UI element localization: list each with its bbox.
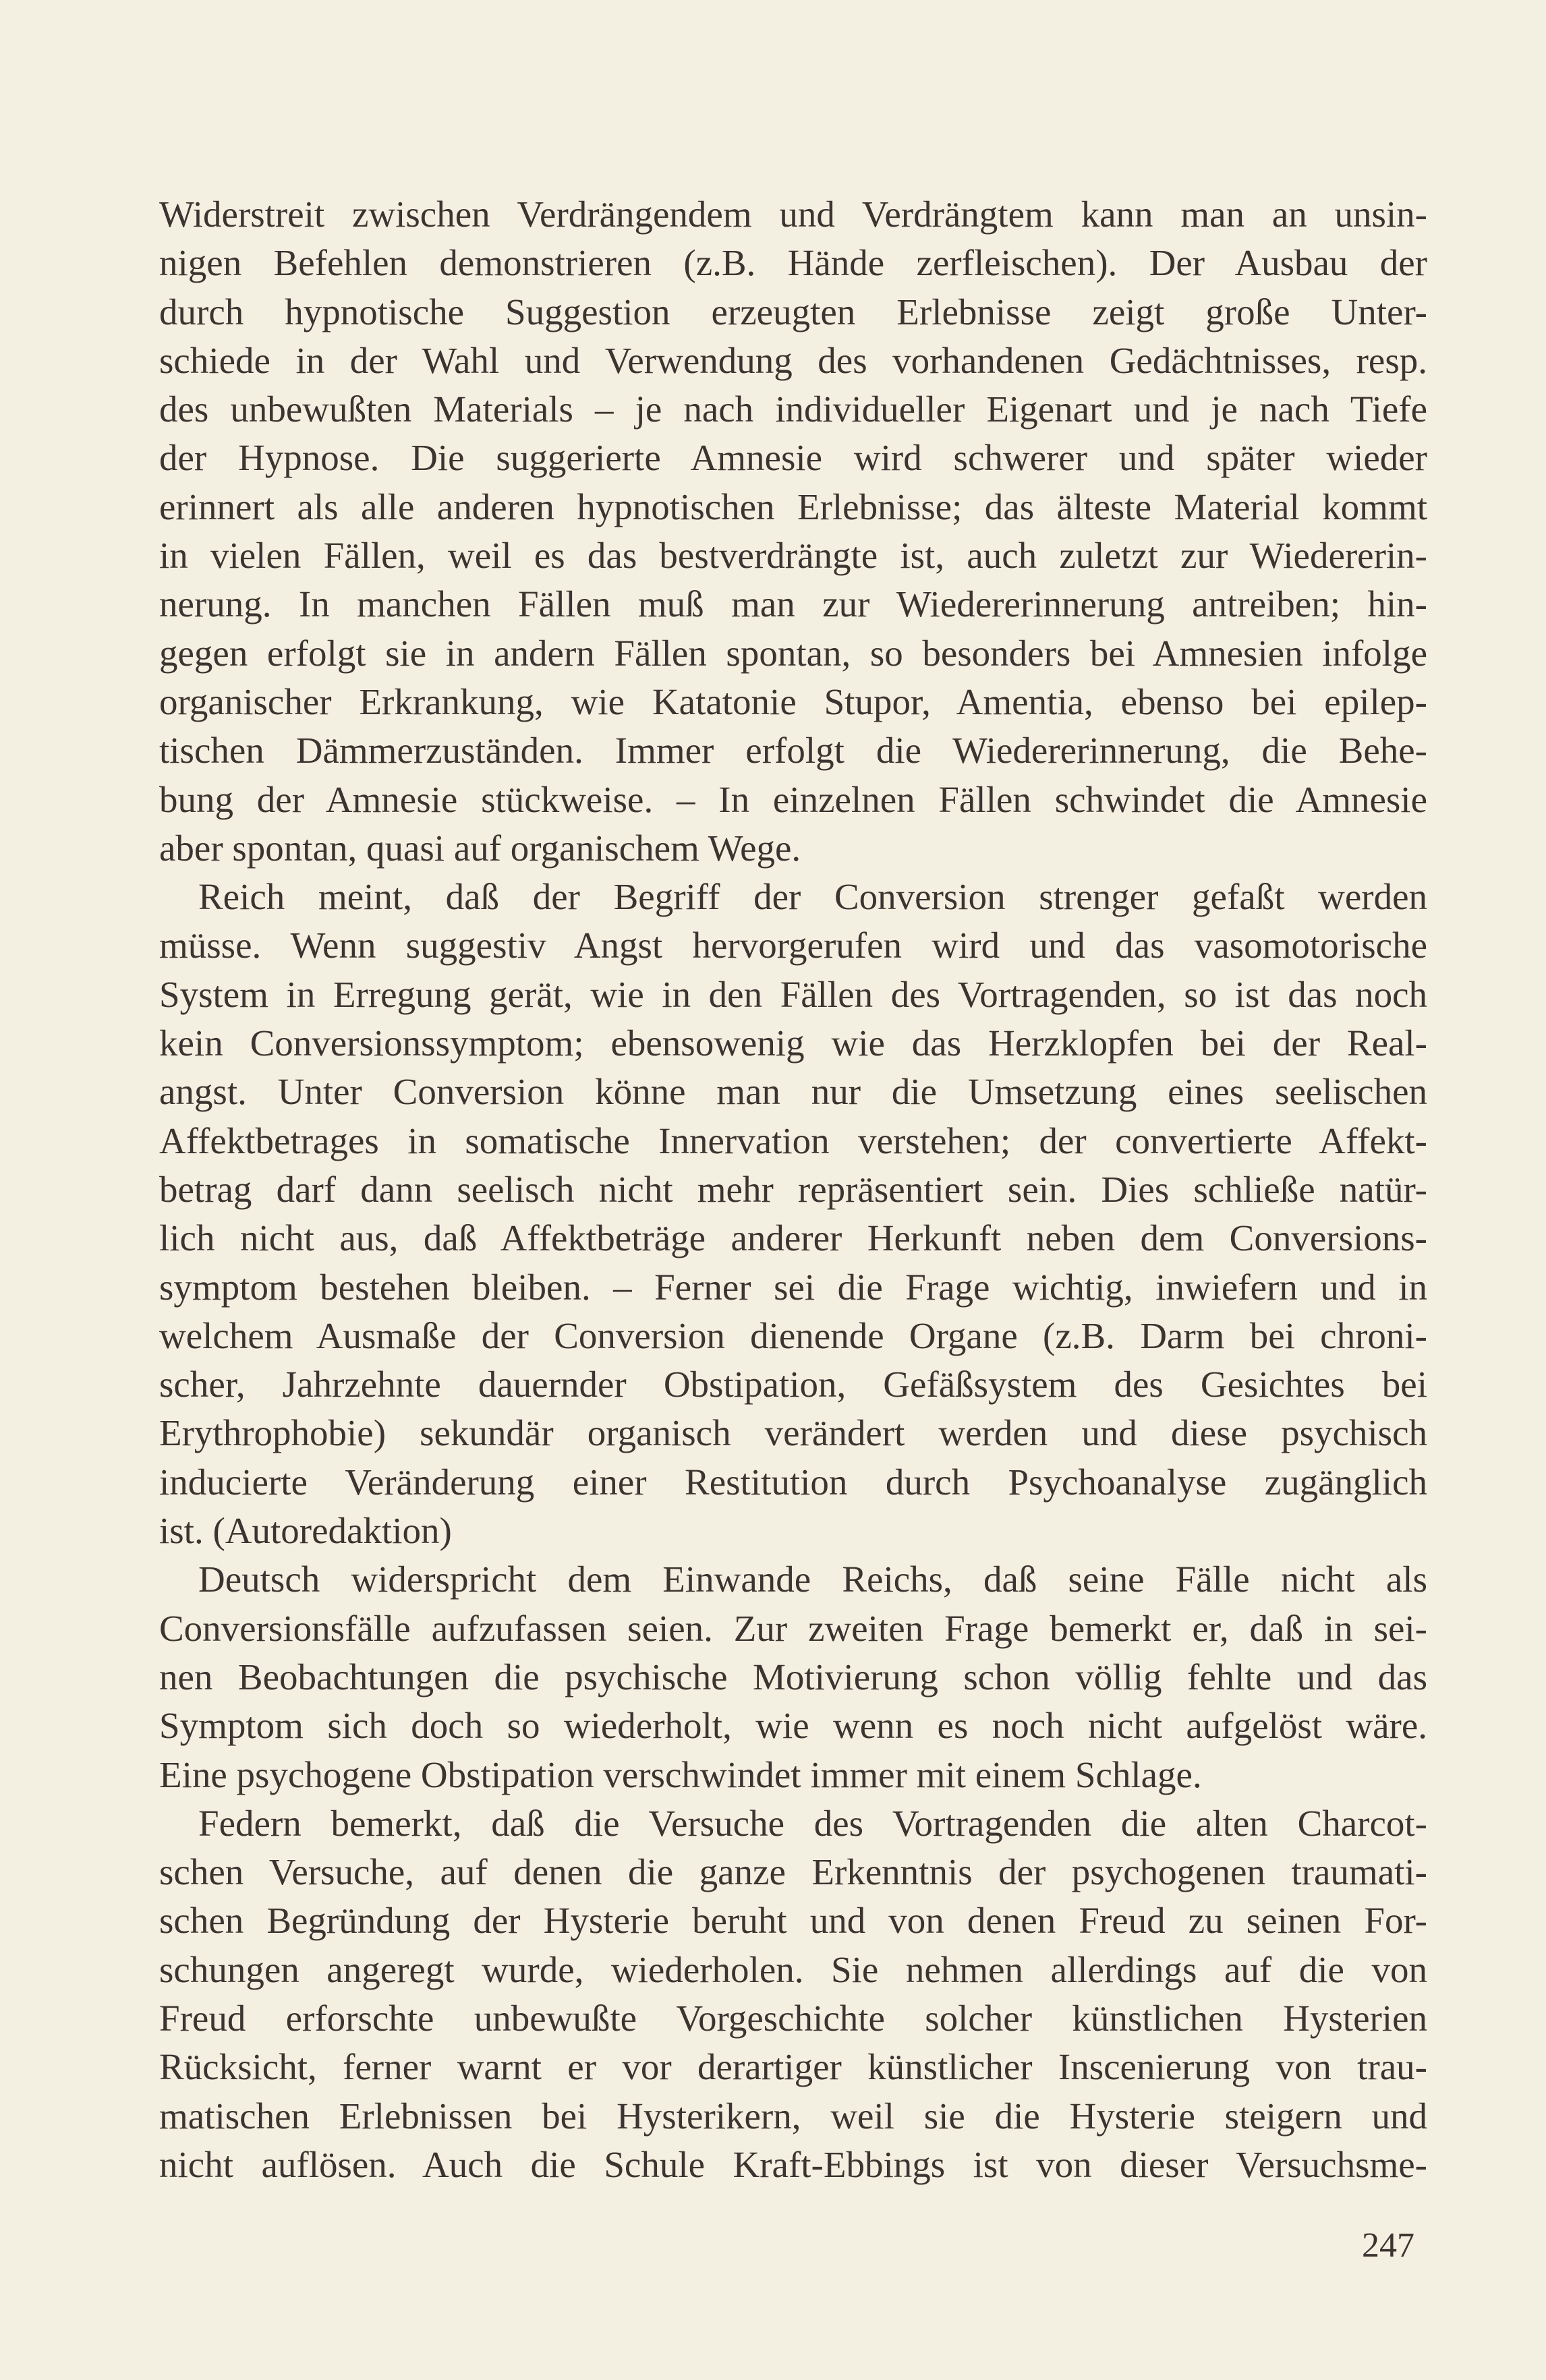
text-line (159, 1946, 1427, 1994)
text-line-content: Freud erforschte unbewußte Vorgeschichte solcher künstlichen Hysterien (159, 1997, 1427, 2039)
text-line (159, 1896, 1427, 1945)
text-line-content: des unbewußten Materials – je nach individueller Eigenart und je nach Tiefe (159, 388, 1427, 430)
text-line (159, 1360, 1427, 1409)
page-number: 247 (1362, 2226, 1414, 2265)
text-line (159, 1555, 1427, 1604)
text-line-content: nerung. In manchen Fällen muß man zur Wiedererinnerung antreiben; hin- (159, 583, 1427, 625)
text-line-content: nigen Befehlen demonstrieren (z.B. Hände zerfleischen). Der Ausbau der (159, 242, 1427, 284)
text-line-content: kein Conversionssymptom; ebensowenig wie das Herzklopfen bei der Real- (159, 1022, 1427, 1064)
text-line (159, 1019, 1427, 1068)
text-line (159, 190, 1427, 239)
text-line-content: Eine psychogene Obstipation verschwindet immer mit einem Schlage. (159, 1753, 1202, 1795)
text-line-content: welchem Ausmaße der Conversion dienende Organe (z.B. Darm bei chroni- (159, 1314, 1427, 1356)
text-line (159, 1165, 1427, 1214)
text-line (159, 1848, 1427, 1896)
text-line-content: Conversionsfälle aufzufassen seien. Zur zweiten Frage bemerkt er, daß in sei- (159, 1607, 1427, 1649)
text-line-content: Erythrophobie) sekundär organisch verändert werden und diese psychisch (159, 1412, 1427, 1454)
text-line-content: System in Erregung gerät, wie in den Fällen des Vortragenden, so ist das noch (159, 973, 1427, 1015)
text-line (159, 1799, 1427, 1848)
text-line (159, 2043, 1427, 2091)
text-line (159, 824, 1427, 873)
text-line (159, 678, 1427, 726)
text-line-content: Symptom sich doch so wiederholt, wie wenn es noch nicht aufgelöst wäre. (159, 1705, 1427, 1747)
text-line-content: aber spontan, quasi auf organischem Wege. (159, 827, 801, 869)
text-line-content: organischer Erkrankung, wie Katatonie Stupor, Amentia, ebenso bei epilep- (159, 680, 1427, 722)
text-line (159, 970, 1427, 1019)
text-line (159, 337, 1427, 385)
text-line (159, 1653, 1427, 1702)
text-line (159, 776, 1427, 824)
text-line-content: matischen Erlebnissen bei Hysterikern, weil sie die Hysterie steigern und (159, 2095, 1427, 2137)
text-line-content: Federn bemerkt, daß die Versuche des Vortragenden die alten Charcot- (198, 1802, 1427, 1844)
text-line-content: scher, Jahrzehnte dauernder Obstipation, Gefäßsystem des Gesichtes bei (159, 1364, 1427, 1405)
text-line-content: nicht auflösen. Auch die Schule Kraft-Ebbings ist von dieser Versuchsme- (159, 2143, 1427, 2185)
text-line (159, 726, 1427, 775)
text-line (159, 1312, 1427, 1360)
text-line-content: schiede in der Wahl und Verwendung des vorhandenen Gedächtnisses, resp. (159, 339, 1427, 381)
text-line (159, 1214, 1427, 1262)
text-line-content: inducierte Veränderung einer Restitution durch Psychoanalyse zugänglich (159, 1461, 1427, 1503)
text-line-content: Affektbetrages in somatische Innervation verstehen; der convertierte Affekt- (159, 1120, 1427, 1161)
text-line-content: lich nicht aus, daß Affektbeträge anderer Herkunft neben dem Conversions- (159, 1217, 1427, 1259)
text-line-content: erinnert als alle anderen hypnotischen Erlebnisse; das älteste Material kommt (159, 486, 1427, 527)
text-line-content: tischen Dämmerzuständen. Immer erfolgt die Wiedererinnerung, die Behe- (159, 730, 1427, 772)
paragraph (159, 873, 1427, 1555)
text-line-content: symptom bestehen bleiben. – Ferner sei die Frage wichtig, inwiefern und in (159, 1266, 1427, 1308)
text-line-content: ist. (Autoredaktion) (159, 1510, 452, 1552)
text-line (159, 2092, 1427, 2141)
text-line (159, 483, 1427, 531)
text-line-content: Widerstreit zwischen Verdrängendem und Verdrängtem kann man an unsin- (159, 194, 1427, 235)
text-line-content: gegen erfolgt sie in andern Fällen spontan, so besonders bei Amnesien infolge (159, 632, 1427, 674)
text-line (159, 921, 1427, 970)
text-line-content: müsse. Wenn suggestiv Angst hervorgerufen wird und das vasomotorische (159, 925, 1427, 966)
text-line (159, 288, 1427, 337)
text-line-content: schen Versuche, auf denen die ganze Erkenntnis der psychogenen traumati- (159, 1851, 1427, 1893)
text-line (159, 1994, 1427, 2043)
text-line (159, 580, 1427, 629)
text-line (159, 1263, 1427, 1312)
text-line-content: schen Begründung der Hysterie beruht und von denen Freud zu seinen For- (159, 1900, 1427, 1942)
paragraph (159, 190, 1427, 873)
text-line (159, 1117, 1427, 1165)
text-line (159, 1068, 1427, 1116)
text-line-content: angst. Unter Conversion könne man nur die Umsetzung eines seelischen (159, 1071, 1427, 1113)
paragraph (159, 1799, 1427, 2189)
text-line (159, 2141, 1427, 2189)
text-line (159, 629, 1427, 678)
text-line (159, 1507, 1427, 1555)
text-line-content: betrag darf dann seelisch nicht mehr repräsentiert sein. Dies schließe natür- (159, 1168, 1427, 1210)
text-line (159, 531, 1427, 580)
text-line-content: schungen angeregt wurde, wiederholen. Sie nehmen allerdings auf die von (159, 1948, 1427, 1990)
text-line (159, 239, 1427, 287)
text-line (159, 434, 1427, 482)
text-line (159, 1702, 1427, 1750)
text-line-content: Rücksicht, ferner warnt er vor derartiger künstlicher Inscenierung von trau- (159, 2046, 1427, 2088)
text-line (159, 1409, 1427, 1457)
text-line-content: Deutsch widerspricht dem Einwande Reichs, daß seine Fälle nicht als (198, 1559, 1427, 1600)
paragraph (159, 1555, 1427, 1799)
text-line-content: durch hypnotische Suggestion erzeugten Erlebnisse zeigt große Unter- (159, 291, 1427, 332)
text-line-content: Reich meint, daß der Begriff der Conversion strenger gefaßt werden (198, 876, 1427, 918)
text-line (159, 1751, 1427, 1799)
text-line-content: nen Beobachtungen die psychische Motivierung schon völlig fehlte und das (159, 1656, 1427, 1697)
text-line (159, 873, 1427, 921)
text-line (159, 1604, 1427, 1653)
text-line-content: der Hypnose. Die suggerierte Amnesie wird schwerer und später wieder (159, 437, 1427, 479)
text-line (159, 385, 1427, 434)
body-text (159, 190, 1427, 2189)
text-line-content: bung der Amnesie stückweise. – In einzelnen Fällen schwindet die Amnesie (159, 778, 1427, 820)
text-line (159, 1458, 1427, 1507)
text-line-content: in vielen Fällen, weil es das bestverdrängte ist, auch zuletzt zur Wiedererin- (159, 535, 1427, 577)
